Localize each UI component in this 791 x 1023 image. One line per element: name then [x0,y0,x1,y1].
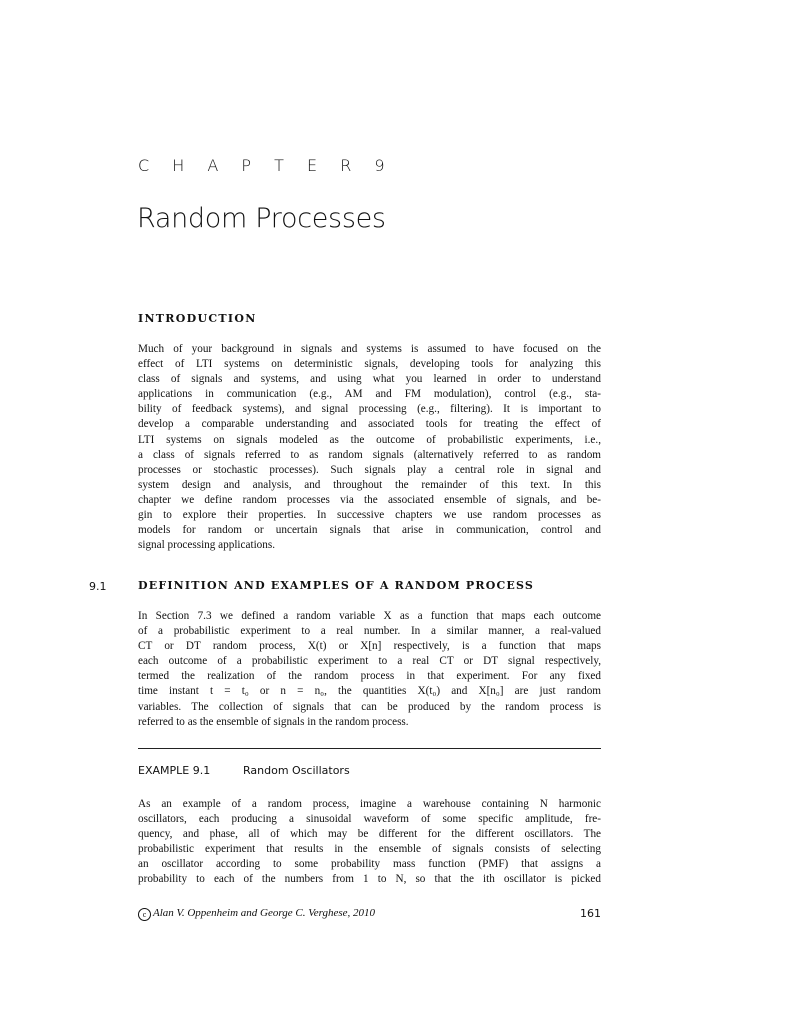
paragraph-line: applications in communication (e.g., AM and FM modulation), control (e.g., sta- [138,388,601,401]
paragraph-line: probabilistic experiment that results in the ensemble of signals consists of selecting [138,843,601,856]
paragraph-line: signal processing applications. [138,539,276,552]
paragraph-line: quency, and phase, all of which may be different for the different oscillators. The [138,828,601,841]
paragraph-line: each outcome of a probabilistic experiment to a real CT or DT signal respectively, [138,655,601,668]
paragraph-line: system design and analysis, and throughout the remainder of this text. In this [138,478,601,491]
paragraph-line: termed the realization of the random process in that experiment. For any fixed [138,670,601,683]
example-divider [138,748,601,749]
chapter-label: C H A P T E R 9 [138,156,394,175]
paragraph-line: probability to each of the numbers from 1 to N, so that the ith oscillator is picked [138,873,601,886]
footer-credit-text: Alan V. Oppenheim and George C. Verghese, 2010 [153,907,376,919]
example-label: EXAMPLE 9.1 [138,764,211,777]
paragraph-line: models for random or uncertain signals that arise in communication, control and [138,524,601,537]
chapter-title: Random Processes [137,203,386,234]
paragraph-line: processes or stochastic processes). Such signals play a central role in signal and [138,463,601,476]
paragraph-line: bility of feedback systems), and signal processing (e.g., filtering). It is important to [138,403,601,416]
paragraph-line: develop a comparable understanding and associated tools for treating the effect of [138,418,601,431]
paragraph-line: of a probabilistic experiment to a real number. In a similar manner, a real-valued [138,625,601,638]
paragraph-line: As an example of a random process, imagine a warehouse containing N harmonic [138,798,601,810]
paragraph-line: class of signals and systems, and using what you learned in order to understand [138,373,601,386]
paragraph-line: an oscillator according to some probability mass function (PMF) that assigns a [138,858,601,871]
paragraph-line: a class of signals referred to as random signals (alternatively referred to as random [138,448,601,461]
paragraph-line: chapter we define random processes via the associated ensemble of signals, and be- [138,493,601,506]
example-paragraph [138,797,601,888]
paragraph-line: gin to explore their properties. In successive chapters we use random processes as [138,509,601,522]
page-number: 161 [580,907,601,920]
footer-credit [138,907,375,921]
section-number: 9.1 [89,580,107,593]
copyright-icon: c [138,908,151,921]
introduction-heading: INTRODUCTION [138,312,257,325]
section-paragraph [138,609,601,730]
example-title: Random Oscillators [243,764,350,777]
introduction-paragraph [138,342,601,553]
paragraph-line: time instant t = t₀ or n = n₀, the quantities X(t₀) and X[n₀] are just random [138,685,601,698]
paragraph-line: LTI systems on signals modeled as the outcome of probabilistic experiments, i.e., [138,433,601,446]
paragraph-line: oscillators, each producing a sinusoidal waveform of some specific amplitude, fre- [138,813,601,826]
paragraph-line: variables. The collection of signals that can be produced by the random process is [138,700,601,713]
paragraph-line: In Section 7.3 we defined a random variable X as a function that maps each outcome [138,610,601,622]
section-title: DEFINITION AND EXAMPLES OF A RANDOM PROCESS [138,579,535,592]
paragraph-line: CT or DT random process, X(t) or X[n] respectively, is a function that maps [138,640,601,653]
paragraph-line: Much of your background in signals and systems is assumed to have focused on the [138,343,601,355]
paragraph-line: effect of LTI systems on deterministic signals, developing tools for analyzing this [138,358,601,371]
paragraph-line: referred to as the ensemble of signals in the random process. [138,715,409,728]
